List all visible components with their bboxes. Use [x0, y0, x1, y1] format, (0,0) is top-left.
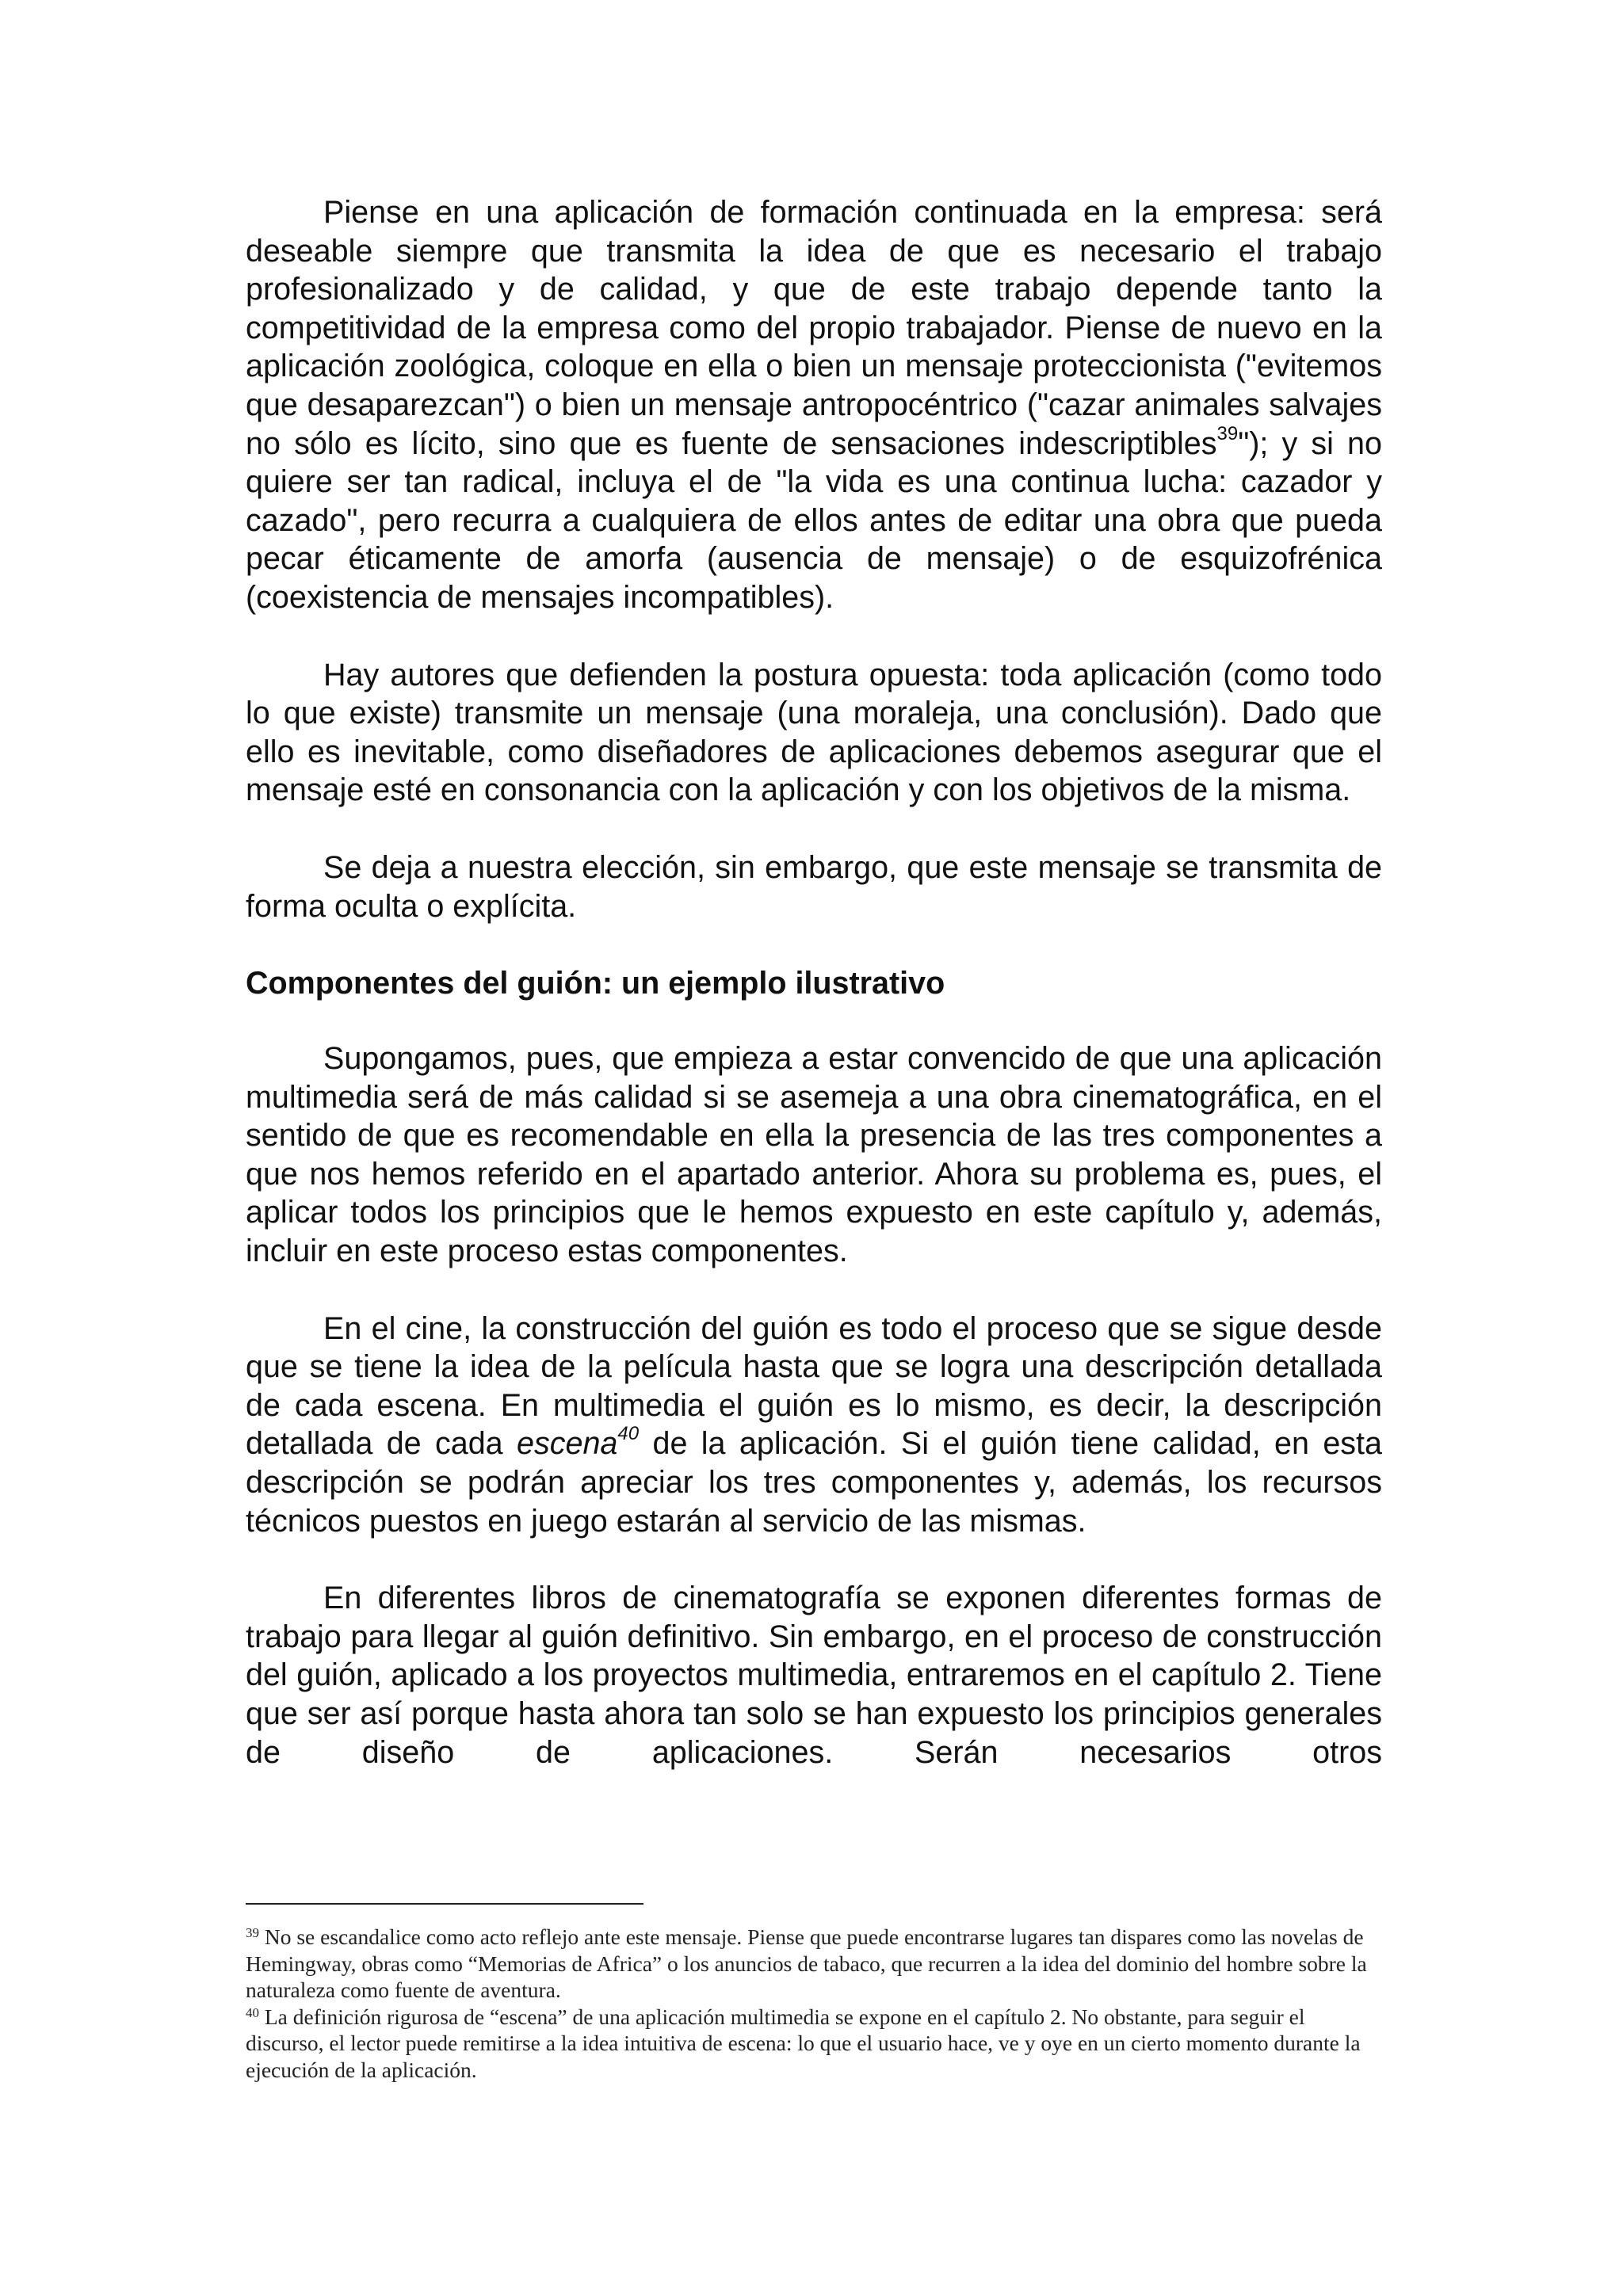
paragraph-5-text: En el cine, la construcción del guión es todo el proceso que se sigue desde que se tiene la idea de la película hasta que se logra una descripción detallada de cada escena. En multimedia el guión es lo mismo, es decir, la descripción detallada de cada — [246, 1310, 1382, 1462]
page-body — [246, 193, 1382, 1810]
paragraph-1 — [246, 193, 1382, 617]
footnote-text: La definición rigurosa de “escena” de una aplicación multimedia se expone en el capítulo 2. No obstante, para seguir el discurso, el lector puede remitirse a la idea intuitiva de escena: lo que el usuario hace, ve y oye en un cierto momento durante la ejecución de la aplicación. — [246, 2004, 1361, 2082]
paragraph-3: Se deja a nuestra elección, sin embargo, que este mensaje se transmita de forma oculta o explícita. — [246, 849, 1382, 924]
footnote-ref-40[interactable]: 40 — [617, 1423, 640, 1445]
paragraph-6: En diferentes libros de cinematografía se exponen diferentes formas de trabajo para llegar al guión definitivo. Sin embargo, en el proceso de construcción del guión, aplicado a los proyectos multimedia, entraremos en el capítulo 2. Tiene que ser así porque hasta ahora tan solo se han expuesto los principios generales de diseño de aplicaciones. Serán necesarios otros — [246, 1581, 1382, 1770]
footnote-text: No se escandalice como acto reflejo ante este mensaje. Piense que puede encontrarse lugares tan dispares como las novelas de Hemingway, obras como “Memorias de Africa” o los anuncios de tabaco, que recurren a la idea del dominio del hombre sobre la naturaleza como fuente de aventura. — [246, 1924, 1367, 2002]
footnote-ref-39[interactable]: 39 — [1216, 422, 1239, 444]
paragraph-1-text-cont: "); y si no quiere ser tan radical, incluya el de "la vida es una continua lucha: cazador y cazado", pero recurra a cualquiera de ellos antes de editar una obra que pueda pecar éticamente de amorfa (ausencia de mensaje) o de esquizofrénica (coexistencia de mensajes incompatibles). — [246, 425, 1382, 615]
paragraph-2: Hay autores que defienden la postura opuesta: toda aplicación (como todo lo que existe) transmite un mensaje (una moraleja, una conclusión). Dado que ello es inevitable, como diseñadores de aplicaciones debemos asegurar que el mensaje esté en consonancia con la aplicación y con los objetivos de la misma. — [246, 657, 1382, 808]
footnotes — [246, 1924, 1382, 2083]
footnote-number: 39 — [246, 1925, 259, 1940]
paragraph-5 — [246, 1310, 1382, 1541]
footnote-separator — [246, 1903, 643, 1905]
paragraph-4: Supongamos, pues, que empieza a estar convencido de que una aplicación multimedia será de más calidad si se asemeja a una obra cinematográfica, en el sentido de que es recomendable en ella la presencia de las tres componentes a que nos hemos referido en el apartado anterior. Ahora su problema es, pues, el aplicar todos los principios que le hemos expuesto en este capítulo y, además, incluir en este proceso estas componentes. — [246, 1041, 1382, 1269]
footnote-40 — [246, 2004, 1382, 2084]
paragraph-1-text: Piense en una aplicación de formación continuada en la empresa: será deseable siempre que transmita la idea de que es necesario el trabajo profesionalizado y de calidad, y que de este trabajo depende tanto la competitividad de la empresa como del propio trabajador. Piense de nuevo en la aplicación zoológica, coloque en ella o bien un mensaje proteccionista ("evitemos que desaparezcan") o bien un mensaje antropocéntrico ("cazar animales salvajes no sólo es lícito, sino que es fuente de sensaciones indescriptibles — [246, 195, 1382, 461]
footnote-39 — [246, 1924, 1382, 2004]
footnote-number: 40 — [246, 2004, 259, 2020]
section-heading: Componentes del guión: un ejemplo ilustrativo — [246, 966, 945, 1001]
italic-term-escena: escena — [517, 1426, 618, 1462]
paragraph-5-text-cont: de la aplicación. Si el guión tiene calidad, en esta descripción se podrán apreciar los tres componentes y, además, los recursos técnicos puestos en juego estarán al servicio de las mismas. — [246, 1426, 1382, 1539]
